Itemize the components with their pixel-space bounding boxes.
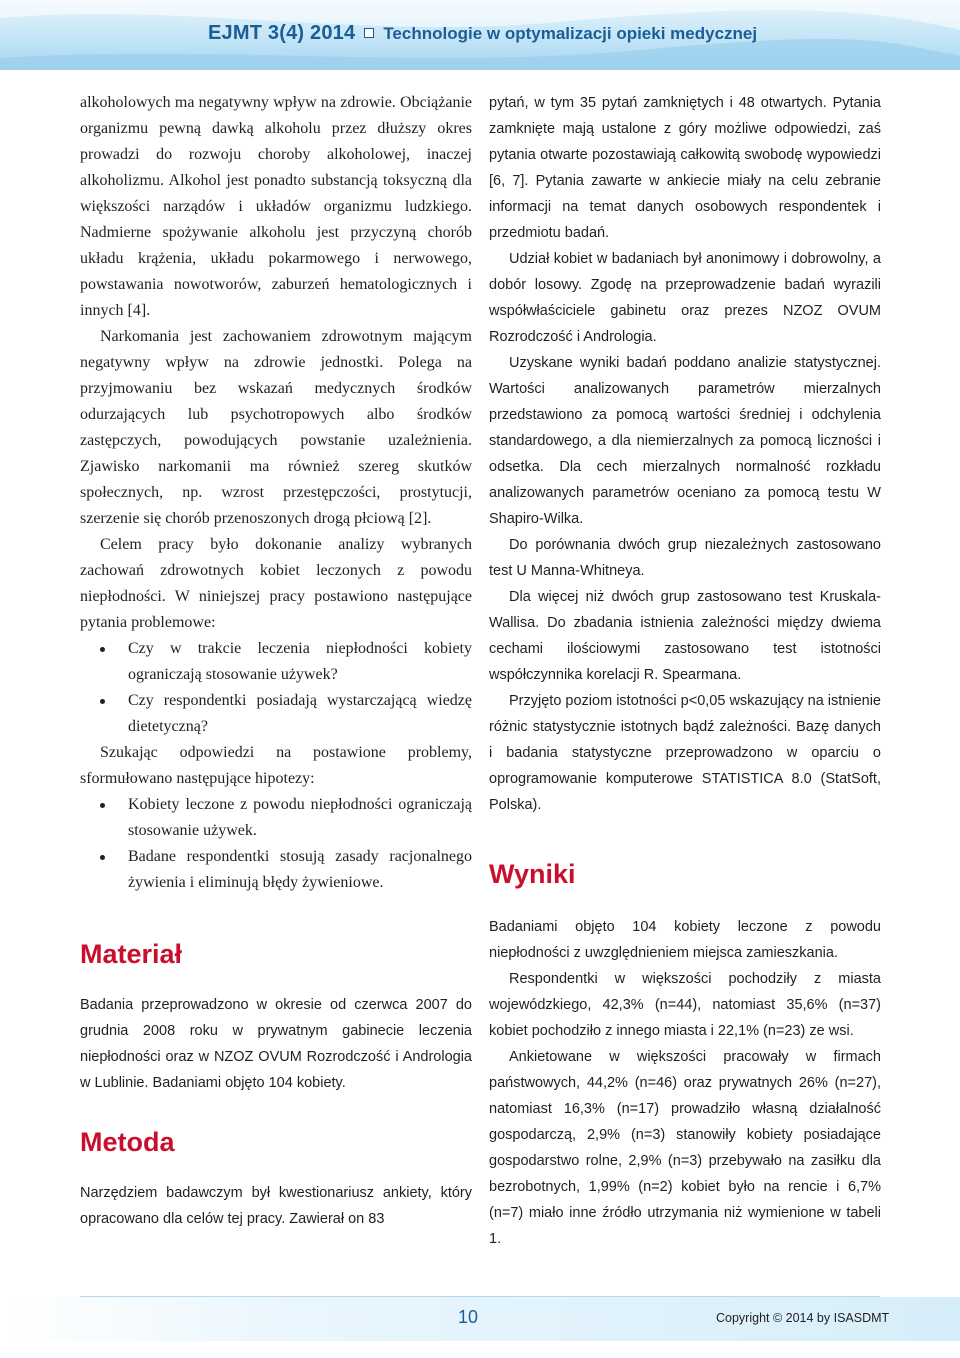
page-header [0, 0, 960, 70]
material-paragraph: Badania przeprowadzono w okresie od czerwca 2007 do grudnia 2008 roku w prywatnym gabinecie leczenia niepłodności oraz w NZOZ OVUM Rozrodczość i Andrologia w Lublinie. Badaniami objęto 104 kobiety. [80, 997, 472, 1091]
methods-continued [489, 90, 881, 818]
body-paragraph: Przyjęto poziom istotności p<0,05 wskazujący na istnienie różnic statystycznie istotnych bądź zależności. Bazę danych i badania statystyczne przeprowadzono w oparciu o oprogramowanie komputerowe STATISTICA 8.0 (StatSoft, Polska). [489, 693, 881, 813]
body-paragraph: Celem pracy było dokonanie analizy wybranych zachowań zdrowotnych kobiet leczonych z powodu niepłodności. W niniejszej pracy postawiono następujące pytania problemowe: [80, 536, 472, 631]
list-item-text: Badane respondentki stosują zasady racjonalnego żywienia i eliminują błędy żywieniowe. [128, 848, 472, 891]
right-column [489, 90, 881, 1252]
body-paragraph: Uzyskane wyniki badań poddano analizie statystycznej. Wartości analizowanych parametrów mierzalnych przedstawiono za pomocą wartości średniej i odchylenia standardowego, a dla niemierzalnych za pomocą liczności i odsetka. Dla cech mierzalnych normalność rozkładu analizowanych parametrów oceniano za pomocą testu W Shapiro-Wilka. [489, 355, 881, 527]
results-text [489, 914, 881, 1252]
body-paragraph: Szukając odpowiedzi na postawione problemy, sformułowano następujące hipotezy: [80, 744, 472, 787]
section-heading-material: Materiał [80, 939, 183, 969]
running-header [208, 22, 757, 45]
page-number: 10 [458, 1307, 479, 1327]
footer-divider [80, 1296, 880, 1297]
body-paragraph: Respondentki w większości pochodziły z miasta wojewódzkiego, 42,3% (n=44), natomiast 35,6% (n=37) kobiet pochodziło z innego miasta i 22,1% (n=23) ze wsi. [489, 971, 881, 1039]
body-paragraph: Badaniami objęto 104 kobiety leczone z powodu niepłodności z uwzględnieniem miejsca zamieszkania. [489, 919, 881, 961]
section-heading-results: Wyniki [489, 859, 576, 889]
hypotheses-list [80, 792, 472, 896]
section-heading-method: Metoda [80, 1127, 175, 1157]
method-paragraph: Narzędziem badawczym był kwestionariusz ankiety, który opracowano dla celów tej pracy. Zawierał on 83 [80, 1185, 472, 1227]
list-item [80, 688, 472, 740]
list-item [80, 792, 472, 844]
list-item [80, 636, 472, 688]
issue-theme: Technologie w optymalizacji opieki medycznej [383, 24, 758, 43]
body-paragraph: Dla więcej niż dwóch grup zastosowano test Kruskala-Wallisa. Do zbadania istnienia zależności między dwiema cechami ilościowymi zastosowano test istotności współczynnika korelacji R. Spearmana. [489, 589, 881, 683]
research-questions-list [80, 636, 472, 740]
list-item-text: Kobiety leczone z powodu niepłodności ograniczają stosowanie używek. [128, 796, 472, 839]
bullet-icon [100, 647, 105, 652]
bullet-icon [100, 855, 105, 860]
list-item-text: Czy w trakcie leczenia niepłodności kobiety ograniczają stosowanie używek? [128, 640, 472, 683]
copyright-notice: Copyright © 2014 by ISASDMT [716, 1311, 890, 1325]
body-paragraph: Ankietowane w większości pracowały w firmach państwowych, 44,2% (n=46) oraz prywatnych 26% (n=27), natomiast 16,3% (n=17) prowadziło własną działalność gospodarczą, 2,9% (n=3) stanowiły kobiety posiadające gospodarstwo rolne, 2,9% (n=3) przebywało na zasiłku dla bezrobotnych, 1,99% (n=2) kobiet było na rencie i 6,7% (n=7) miało inne źródło utrzymania niż wymienione w tabeli 1. [489, 1049, 881, 1247]
left-column [80, 90, 472, 1232]
list-item [80, 844, 472, 896]
bullet-icon [100, 803, 105, 808]
journal-citation: EJMT 3(4) 2014 [208, 22, 356, 44]
body-paragraph: alkoholowych ma negatywny wpływ na zdrowie. Obciążanie organizmu pewną dawką alkoholu przez dłuższy okres prowadzi do rozwoju choroby alkoholowej, inaczej alkoholizmu. Alkohol jest ponadto substancją toksyczną dla większości narządów i układów organizmu ludzkiego. Nadmierne spożywanie alkoholu jest przyczyną chorób układu krążenia, układu pokarmowego i nerwowego, powstawania nowotworów, zaburzeń hematologicznych i innych [4]. [80, 94, 472, 319]
body-paragraph: pytań, w tym 35 pytań zamkniętych i 48 otwartych. Pytania zamknięte mają ustalone z góry możliwe odpowiedzi, zaś pytania otwarte pozostawiają całkowitą swobodę wypowiedzi [6, 7]. Pytania zawarte w ankiecie miały na celu zebranie informacji na temat danych osobowych respondentek i przedmiotu badań. [489, 95, 881, 241]
separator-square-icon [364, 28, 374, 38]
list-item-text: Czy respondentki posiadają wystarczającą wiedzę dietetyczną? [128, 692, 472, 735]
body-paragraph: Do porównania dwóch grup niezależnych zastosowano test U Manna-Whitneya. [489, 537, 881, 579]
body-paragraph: Narkomania jest zachowaniem zdrowotnym mającym negatywny wpływ na zdrowie jednostki. Polega na przyjmowaniu bez wskazań medycznych środków odurzających lub psychotropowych albo środków zastępczych, powodujących powstanie uzależnienia. Zjawisko narkomanii ma również szereg skutków społecznych, np. wzrost przestępczości, prostytucji, szerzenie się chorób przenoszonych drogą płciową [2]. [80, 328, 472, 527]
body-paragraph: Udział kobiet w badaniach był anonimowy i dobrowolny, a dobór losowy. Zgodę na przeprowadzenie badań wyrazili współwłaściciele gabinetu oraz prezes NZOZ OVUM Rozrodczość i Andrologia. [489, 251, 881, 345]
bullet-icon [100, 699, 105, 704]
